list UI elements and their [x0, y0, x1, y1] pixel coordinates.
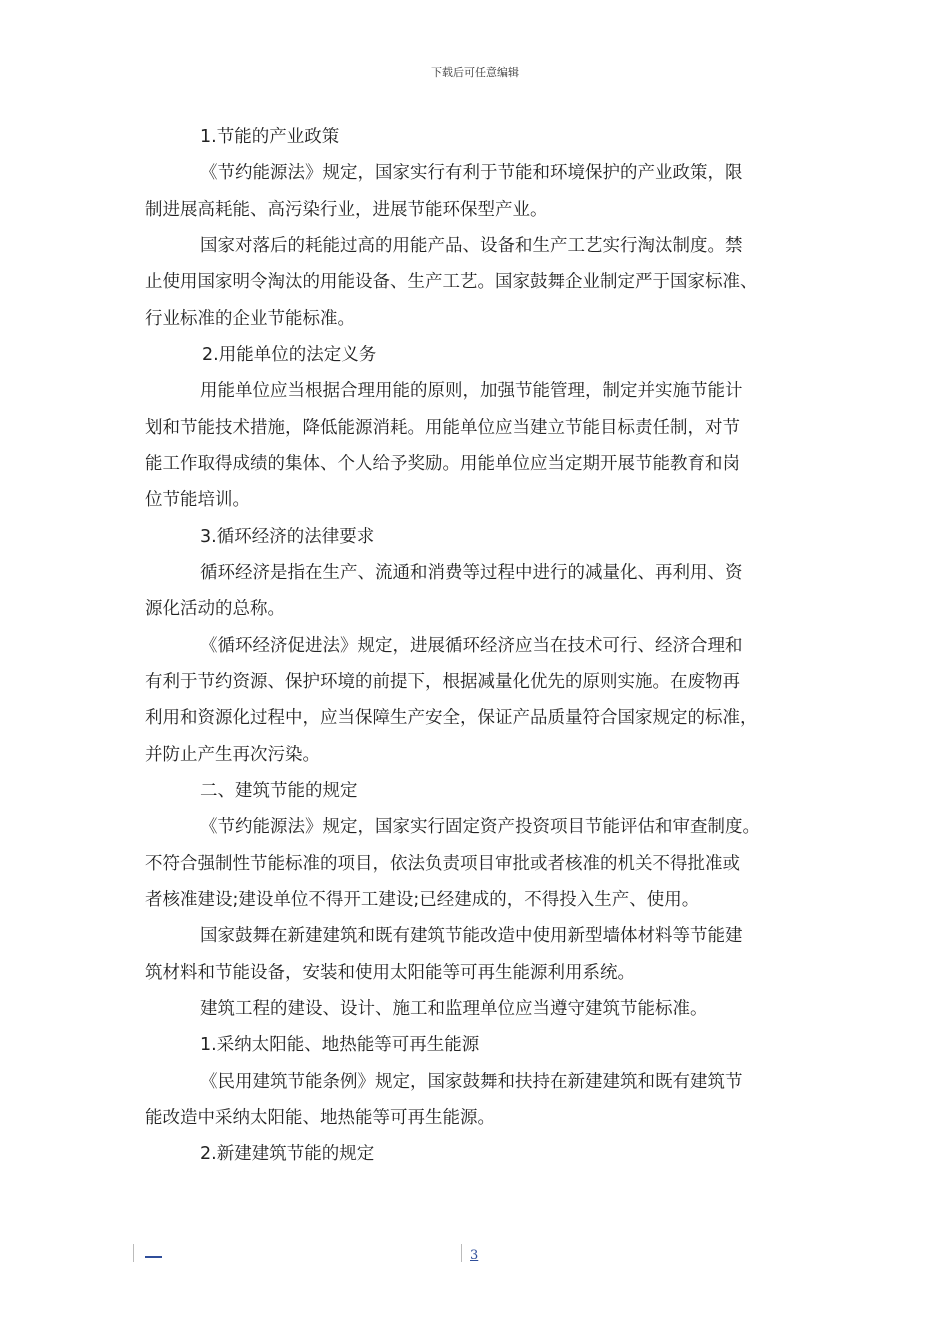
text-line: 并防止产生再次污染。	[145, 745, 320, 765]
text-line: 制进展高耗能、高污染行业，进展节能环保型产业。	[145, 200, 548, 220]
text-line: 国家鼓舞在新建建筑和既有建筑节能改造中使用新型墙体材料等节能建	[200, 926, 743, 946]
page-number[interactable]: 3	[470, 1248, 479, 1263]
text-line: 者核准建设;建设单位不得开工建设;已经建成的，不得投入生产、使用。	[145, 890, 700, 910]
text-line: 2.新建建筑节能的规定	[200, 1144, 375, 1164]
text-line: 3.循环经济的法律要求	[200, 527, 375, 547]
text-line: 1.节能的产业政策	[200, 127, 340, 147]
text-line: 止使用国家明令淘汰的用能设备、生产工艺。国家鼓舞企业制定严于国家标准、	[145, 272, 758, 292]
footer-dash	[145, 1256, 162, 1258]
text-line: 不符合强制性节能标准的项目，依法负责项目审批或者核准的机关不得批准或	[145, 854, 740, 874]
text-line: 二、建筑节能的规定	[200, 781, 358, 801]
text-line: 建筑工程的建设、设计、施工和监理单位应当遵守建筑节能标准。	[200, 999, 708, 1019]
text-line: 位节能培训。	[145, 490, 250, 510]
text-line: 能工作取得成绩的集体、个人给予奖励。用能单位应当定期开展节能教育和岗	[145, 454, 740, 474]
text-line: 有利于节约资源、保护环境的前提下，根据减量化优先的原则实施。在废物再	[145, 672, 740, 692]
text-line: 循环经济是指在生产、流通和消费等过程中进行的减量化、再利用、资	[200, 563, 743, 583]
text-line: 《循环经济促进法》规定，进展循环经济应当在技术可行、经济合理和	[200, 636, 743, 656]
text-line: 行业标准的企业节能标准。	[145, 309, 355, 329]
footer-divider-center	[461, 1244, 462, 1262]
footer-divider-left	[133, 1244, 134, 1262]
header-note: 下载后可任意编辑	[431, 66, 519, 79]
text-line: 《节约能源法》规定，国家实行固定资产投资项目节能评估和审查制度。	[200, 817, 760, 837]
text-line: 国家对落后的耗能过高的用能产品、设备和生产工艺实行淘汰制度。禁	[200, 236, 743, 256]
text-line: 能改造中采纳太阳能、地热能等可再生能源。	[145, 1108, 495, 1128]
text-line: 1.采纳太阳能、地热能等可再生能源	[200, 1035, 480, 1055]
text-line: 2.用能单位的法定义务	[202, 345, 377, 365]
text-line: 源化活动的总称。	[145, 599, 285, 619]
text-line: 利用和资源化过程中，应当保障生产安全，保证产品质量符合国家规定的标准，	[145, 708, 758, 728]
text-line: 筑材料和节能设备，安装和使用太阳能等可再生能源利用系统。	[145, 963, 635, 983]
text-line: 用能单位应当根据合理用能的原则，加强节能管理，制定并实施节能计	[200, 381, 743, 401]
text-line: 划和节能技术措施，降低能源消耗。用能单位应当建立节能目标责任制，对节	[145, 418, 740, 438]
text-line: 《民用建筑节能条例》规定，国家鼓舞和扶持在新建建筑和既有建筑节	[200, 1072, 743, 1092]
text-line: 《节约能源法》规定，国家实行有利于节能和环境保护的产业政策，限	[200, 163, 743, 183]
